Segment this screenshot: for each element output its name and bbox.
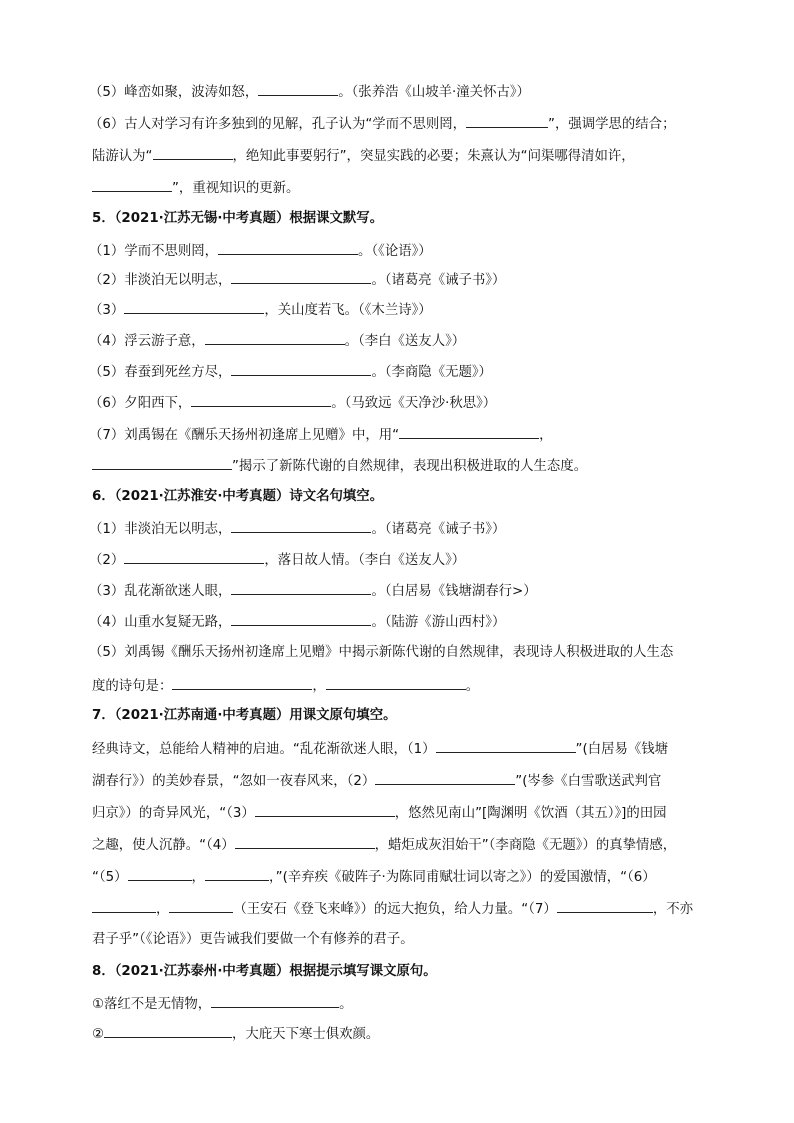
answer-blank[interactable] bbox=[557, 898, 653, 913]
q7-paragraph-line6: ， （王安石《登飞来峰》）的远大抱负，给人力量。“（7） ，不亦 bbox=[92, 898, 693, 920]
q7-paragraph-line2: 湖春行》）的美妙春景，“忽如一夜春风来，（2） ”(岑参《白雪歌送武判官 bbox=[92, 770, 661, 792]
q5-item-5: （5）春蚕到死丝方尽， 。（李商隐《无题》） bbox=[89, 361, 492, 383]
q4-item-6-line2: 陆游认为“ ，绝知此事要躬行”，突显实践的必要；朱熹认为“问渠哪得清如许， bbox=[92, 145, 635, 167]
answer-blank[interactable] bbox=[231, 580, 371, 595]
answer-blank[interactable] bbox=[235, 834, 375, 849]
answer-blank[interactable] bbox=[231, 518, 371, 533]
answer-blank[interactable] bbox=[231, 361, 371, 376]
answer-blank[interactable] bbox=[436, 738, 576, 753]
answer-blank[interactable] bbox=[466, 113, 548, 128]
answer-blank[interactable] bbox=[169, 898, 233, 913]
q6-item-5-line2: 度的诗句是： ， 。 bbox=[92, 675, 479, 697]
answer-blank[interactable] bbox=[172, 675, 312, 690]
q7-paragraph-line3: 归京》）的奇异风光，“（3） ，悠然见南山”[陶渊明《饮酒（其五）》]的田园 bbox=[92, 802, 667, 824]
answer-blank[interactable] bbox=[92, 177, 172, 192]
answer-blank[interactable] bbox=[128, 866, 192, 881]
q5-item-4: （4）浮云游子意， 。（李白《送友人》） bbox=[89, 330, 465, 352]
q6-header: 6．（2021·江苏淮安·中考真题）诗文名句填空。 bbox=[92, 489, 384, 504]
answer-blank[interactable] bbox=[124, 549, 264, 564]
q7-paragraph-line4: 之趣，使人沉静。“（4） ，蜡炬成灰泪始干”（李商隐《无题》）的真挚情感， bbox=[92, 834, 676, 856]
answer-blank[interactable] bbox=[92, 455, 232, 470]
q6-item-3: （3）乱花渐欲迷人眼， 。（白居易《钱塘湖春行>） bbox=[89, 580, 537, 602]
answer-blank[interactable] bbox=[399, 424, 539, 439]
answer-blank[interactable] bbox=[153, 145, 233, 160]
answer-blank[interactable] bbox=[375, 770, 515, 785]
answer-blank[interactable] bbox=[205, 866, 269, 881]
answer-blank[interactable] bbox=[92, 898, 156, 913]
answer-blank[interactable] bbox=[205, 330, 345, 345]
answer-blank[interactable] bbox=[258, 81, 338, 96]
q5-item-2: （2）非淡泊无以明志， 。（诸葛亮《诫子书》） bbox=[89, 269, 505, 291]
q5-item-6: （6）夕阳西下， 。（马致远《天净沙·秋思》） bbox=[89, 392, 496, 414]
q7-paragraph-line7: 君子乎”（《论语》）更告诫我们要做一个有修养的君子。 bbox=[92, 932, 414, 947]
q5-item-3: （3） ，关山度若飞。（《木兰诗》） bbox=[89, 299, 432, 321]
q7-paragraph-line1: 经典诗文，总能给人精神的启迪。“乱花渐欲迷人眼，（1） ”(白居易《钱塘 bbox=[92, 738, 668, 760]
q4-item-5: （5）峰峦如聚，波涛如怒， 。（张养浩《山坡羊·潼关怀古》） bbox=[89, 81, 530, 103]
answer-blank[interactable] bbox=[326, 675, 466, 690]
q6-item-5-line1: （5）刘禹锡《酬乐天扬州初逢席上见赠》中揭示新陈代谢的自然规律，表现诗人积极进取的人生态 bbox=[89, 645, 674, 660]
q6-item-4: （4）山重水复疑无路， 。（陆游《游山西村》） bbox=[89, 611, 505, 633]
q5-header: 5．（2021·江苏无锡·中考真题）根据课文默写。 bbox=[92, 211, 384, 226]
answer-blank[interactable] bbox=[255, 802, 395, 817]
q8-item-2: ② ，大庇天下寒士俱欢颜。 bbox=[92, 1023, 379, 1045]
q4-item-6-line3: ”，重视知识的更新。 bbox=[92, 177, 299, 199]
q5-item-1: （1）学而不思则罔， 。（《论语》） bbox=[89, 240, 432, 262]
q6-item-2: （2） ，落日故人情。（李白《送友人》） bbox=[89, 549, 465, 571]
q5-item-7-line2: ”揭示了新陈代谢的自然规律，表现出积极进取的人生态度。 bbox=[92, 455, 587, 477]
answer-blank[interactable] bbox=[104, 1023, 232, 1038]
q7-paragraph-line5: “（5） ， ，”(辛弃疾《破阵子·为陈同甫赋壮词以寄之》）的爱国激情，“（6） bbox=[92, 866, 656, 888]
answer-blank[interactable] bbox=[218, 240, 358, 255]
answer-blank[interactable] bbox=[191, 392, 331, 407]
answer-blank[interactable] bbox=[231, 611, 371, 626]
answer-blank[interactable] bbox=[211, 993, 339, 1008]
q7-header: 7．（2021·江苏南通·中考真题）用课文原句填空。 bbox=[92, 708, 397, 723]
q8-item-1: ①落红不是无情物， 。 bbox=[92, 993, 353, 1015]
q8-header: 8．（2021·江苏泰州·中考真题）根据提示填写课文原句。 bbox=[92, 964, 437, 979]
q4-item-6-line1: （6）古人对学习有许多独到的见解，孔子认为“学而不思则罔， ”，强调学思的结合； bbox=[89, 113, 675, 135]
q6-item-1: （1）非淡泊无以明志， 。（诸葛亮《诫子书》） bbox=[89, 518, 505, 540]
answer-blank[interactable] bbox=[231, 269, 371, 284]
answer-blank[interactable] bbox=[124, 299, 264, 314]
q5-item-7-line1: （7）刘禹锡在《酬乐天扬州初逢席上见赠》中，用“ ， bbox=[89, 424, 552, 446]
